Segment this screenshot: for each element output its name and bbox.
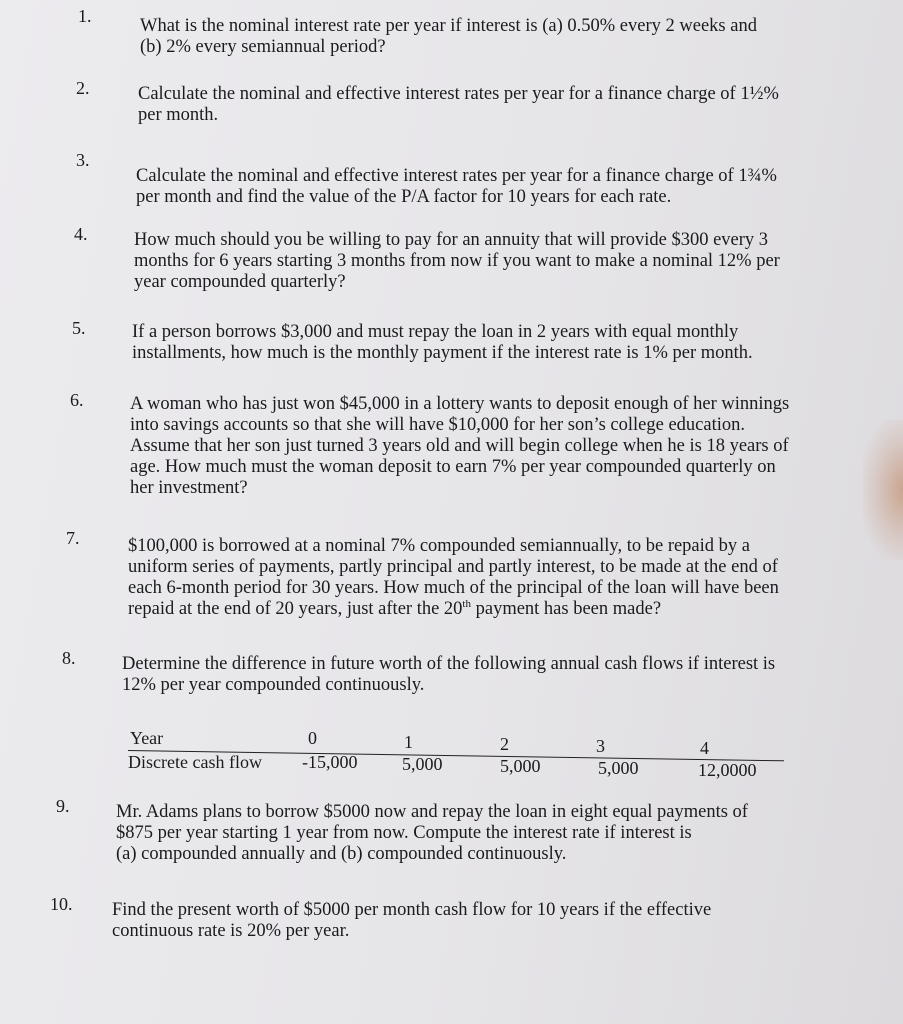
problem-line: (b) 2% every semiannual period? — [140, 37, 386, 57]
problem-number: 9. — [56, 796, 70, 816]
flow-cell: 5,000 — [402, 754, 443, 774]
problem-line: each 6-month period for 30 years. How much of the principal of the loan will have been — [128, 578, 779, 598]
flow-cell: 12,0000 — [698, 760, 757, 780]
year-cell: 1 — [404, 732, 413, 752]
year-cell: 4 — [700, 738, 709, 758]
problem-number: 1. — [78, 6, 92, 26]
year-cell: 2 — [500, 734, 509, 754]
problem-line: repaid at the end of 20 years, just after the 20th payment has been made? — [128, 597, 662, 619]
problem-line: A woman who has just won $45,000 in a lottery wants to deposit enough of her winnings — [130, 394, 790, 414]
problem-line: Calculate the nominal and effective interest rates per year for a finance charge of 1½% — [138, 84, 779, 104]
table-header-row — [128, 728, 788, 758]
problem-line: Calculate the nominal and effective interest rates per year for a finance charge of 1¾% — [136, 166, 777, 186]
problem-number: 3. — [76, 150, 90, 170]
problem-number: 10. — [50, 894, 73, 914]
problem-number: 5. — [72, 318, 86, 338]
problem-line: per month and find the value of the P/A factor for 10 years for each rate. — [136, 187, 672, 207]
problem-number: 4. — [74, 224, 88, 244]
table-row — [128, 752, 788, 780]
problem-line: $875 per year starting 1 year from now. Compute the interest rate if interest is — [116, 823, 692, 843]
problem-number: 7. — [66, 528, 80, 548]
problem-number: 8. — [62, 648, 76, 668]
problem-line: Assume that her son just turned 3 years old and will begin college when he is 18 years of — [130, 436, 789, 456]
problem-line: Find the present worth of $5000 per month cash flow for 10 years if the effective — [112, 900, 712, 920]
problem-line: What is the nominal interest rate per year if interest is (a) 0.50% every 2 weeks and — [140, 16, 757, 36]
problem-number: 6. — [70, 390, 84, 410]
problem-line: Mr. Adams plans to borrow $5000 now and repay the loan in eight equal payments of — [116, 802, 748, 822]
problem-line: per month. — [138, 105, 219, 125]
problem-line: 12% per year compounded continuously. — [122, 675, 425, 695]
problem-line: year compounded quarterly? — [134, 272, 346, 292]
year-cell: 0 — [308, 728, 317, 748]
cash-flow-table — [128, 728, 788, 780]
problem-line: installments, how much is the monthly payment if the interest rate is 1% per month. — [132, 343, 753, 363]
problem-line: If a person borrows $3,000 and must repay the loan in 2 years with equal monthly — [132, 322, 739, 342]
problem-line: $100,000 is borrowed at a nominal 7% compounded semiannually, to be repaid by a — [128, 536, 750, 556]
problem-line: months for 6 years starting 3 months from now if you want to make a nominal 12% per — [134, 251, 780, 271]
flow-cell: -15,000 — [302, 752, 358, 772]
problem-line: age. How much must the woman deposit to earn 7% per year compounded quarterly on — [130, 457, 776, 477]
problem-line: Determine the difference in future worth of the following annual cash flows if interest is — [122, 654, 776, 674]
problem-line: How much should you be willing to pay for an annuity that will provide $300 every 3 — [134, 230, 769, 250]
problem-line: uniform series of payments, partly principal and partly interest, to be made at the end of — [128, 557, 778, 577]
problem-number: 2. — [76, 78, 90, 98]
year-cell: 3 — [596, 736, 605, 756]
flow-cell: 5,000 — [598, 758, 639, 778]
year-label: Year — [130, 728, 164, 748]
problem-line: into savings accounts so that she will have $10,000 for her son’s college education. — [130, 415, 745, 435]
problem-line: her investment? — [130, 478, 248, 498]
row-label: Discrete cash flow — [128, 752, 262, 772]
flow-cell: 5,000 — [500, 756, 541, 776]
problem-line: continuous rate is 20% per year. — [112, 921, 350, 941]
problem-line: (a) compounded annually and (b) compounded continuously. — [116, 844, 567, 864]
